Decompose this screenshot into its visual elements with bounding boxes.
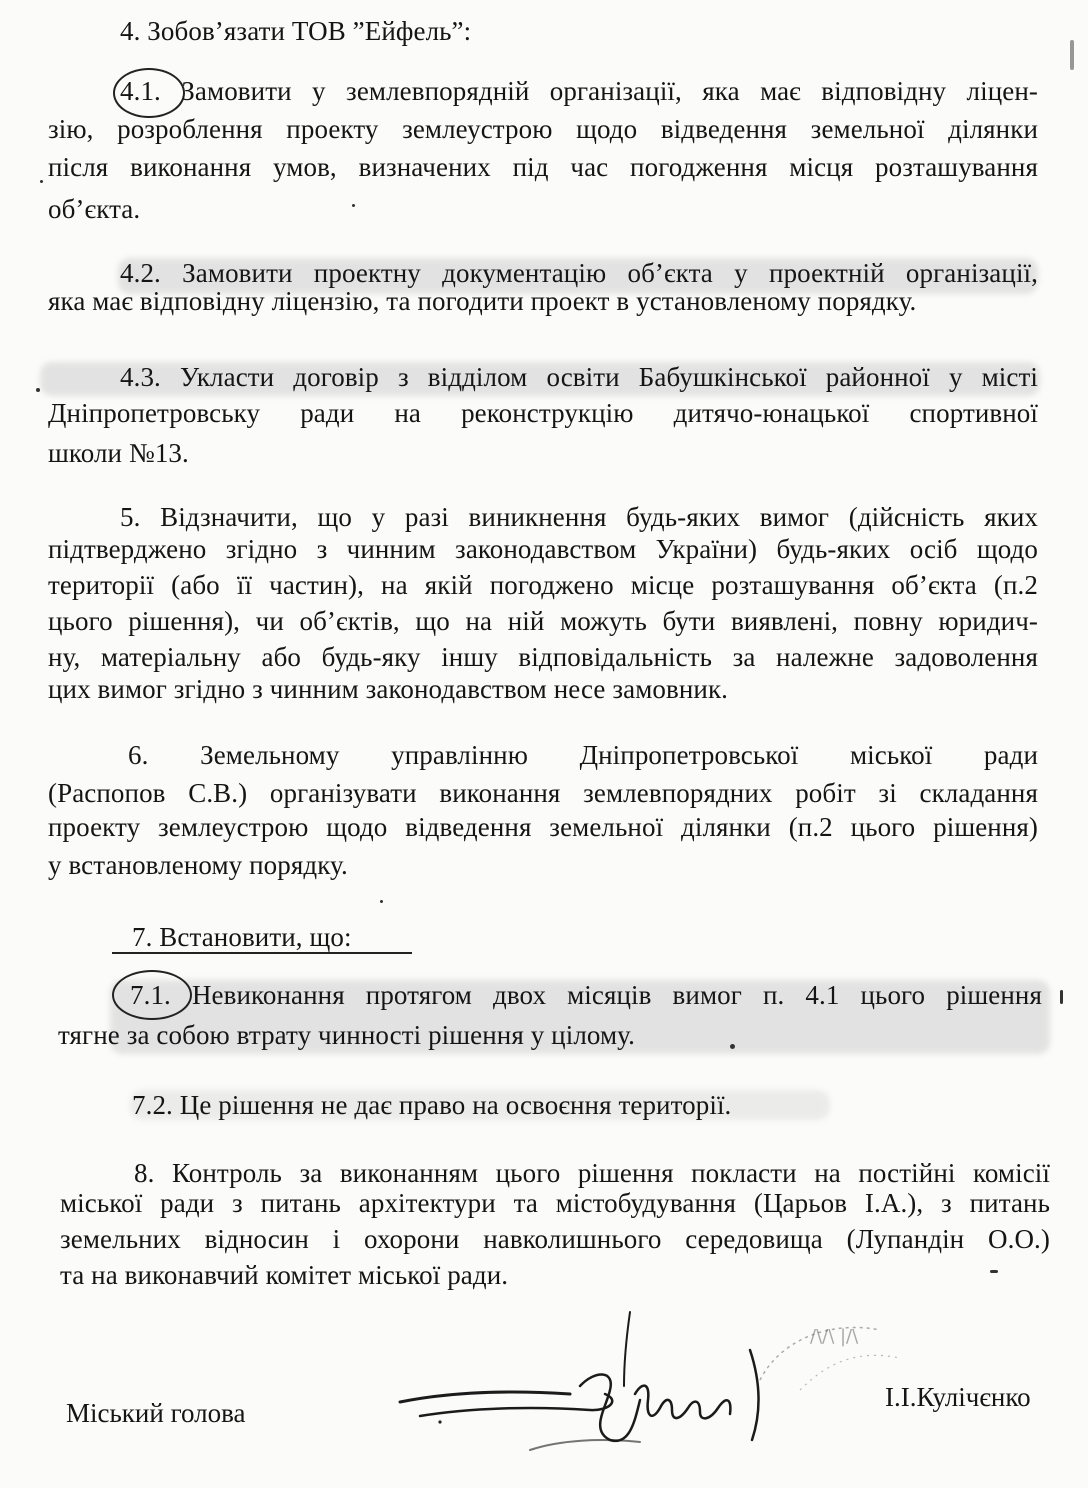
scan-speck [990, 1270, 998, 1273]
para-4-1-line-4: об’єкта. [48, 194, 141, 224]
para-4-3-line-1: 4.3. Укласти договір з відділом освіти Бабушкінської районної у місті [120, 362, 1038, 392]
para-6-line-1: 6. Земельному управлінню Дніпропетровської міської ради [128, 740, 1038, 770]
signatory-name: І.І.Кулічєнко [885, 1382, 1031, 1412]
para-4-3-line-2: Дніпропетровську ради на реконструкцію дитячо-юнацької спортивної [48, 398, 1038, 428]
para-4-1-line-3: після виконання умов, визначених під час погодження місця розташування [48, 152, 1038, 182]
scan-speck [380, 900, 383, 903]
para-5-line-6: цих вимог згідно з чинним законодавством несе замовник. [48, 674, 729, 704]
para-5-line-1: 5. Відзначити, що у разі виникнення будь-яких вимог (дійсність яких [120, 502, 1038, 532]
para-7-1-line-2: тягне за собою втрату чинності рішення у цілому. [58, 1020, 635, 1050]
para-4-1-line-2: зію, розроблення проекту землеустрою щодо відведення земельної ділянки [48, 114, 1038, 144]
scan-speck [1060, 990, 1063, 1004]
signatory-position: Міський голова [66, 1398, 246, 1428]
scan-speck [40, 180, 43, 183]
para-4-3-line-3: школи №13. [48, 438, 189, 468]
para-5-line-3: території (або її частин), на якій погоджено місце розташування об’єкта (п.2 [48, 570, 1038, 600]
svg-text:/\/\ |/\: /\/\ |/\ [810, 1326, 859, 1347]
para-8-line-4: та на виконавчий комітет міської ради. [60, 1260, 509, 1290]
para-4-1-line-1: 4.1. Замовити у землевпорядній організації, яка має відповідну ліцен- [120, 76, 1038, 106]
scan-speck [1070, 40, 1074, 70]
para-8-line-1: 8. Контроль за виконанням цього рішення покласти на постійні комісії [134, 1158, 1050, 1188]
underline-7 [112, 952, 412, 954]
para-7-2-line: 7.2. Це рішення не дає право на освоєння території. [132, 1090, 732, 1120]
para-6-line-3: проекту землеустрою щодо відведення земельної ділянки (п.2 цього рішення) [48, 812, 1038, 842]
handwritten-signature [380, 1290, 800, 1470]
para-4-line: 4. Зобов’язати ТОВ ”Ейфель”: [120, 16, 472, 46]
para-6-line-4: у встановленому порядку. [48, 850, 348, 880]
scan-speck [36, 388, 40, 392]
para-5-line-4: цього рішення), чи об’єктів, що на ній можуть бути виявлені, повну юридич- [48, 606, 1038, 636]
para-8-line-3: земельних відносин і охорони навколишнього середовища (Лупандін О.О.) [60, 1224, 1050, 1254]
para-7-1-line-1: 7.1. Невиконання протягом двох місяців вимог п. 4.1 цього рішення [130, 980, 1042, 1010]
para-5-line-5: ну, матеріальну або будь-яку іншу відповідальність за належне задоволення [48, 642, 1038, 672]
para-8-line-2: міської ради з питань архітектури та містобудування (Царьов І.А.), з питань [60, 1188, 1050, 1218]
para-7-line: 7. Встановити, що: [132, 922, 352, 952]
scan-speck [730, 1044, 735, 1049]
para-4-2-line-1: 4.2. Замовити проектну документацію об’єкта у проектній організації, [120, 258, 1038, 288]
para-4-2-line-2: яка має відповідну ліцензію, та погодити проект в установленому порядку. [48, 286, 917, 316]
scan-speck [352, 204, 355, 207]
stamp-residue [740, 1280, 920, 1400]
para-6-line-2: (Распопов С.В.) організувати виконання землевпорядних робіт зі складання [48, 778, 1038, 808]
para-5-line-2: підтверджено згідно з чинним законодавством України) будь-яких осіб щодо [48, 534, 1038, 564]
